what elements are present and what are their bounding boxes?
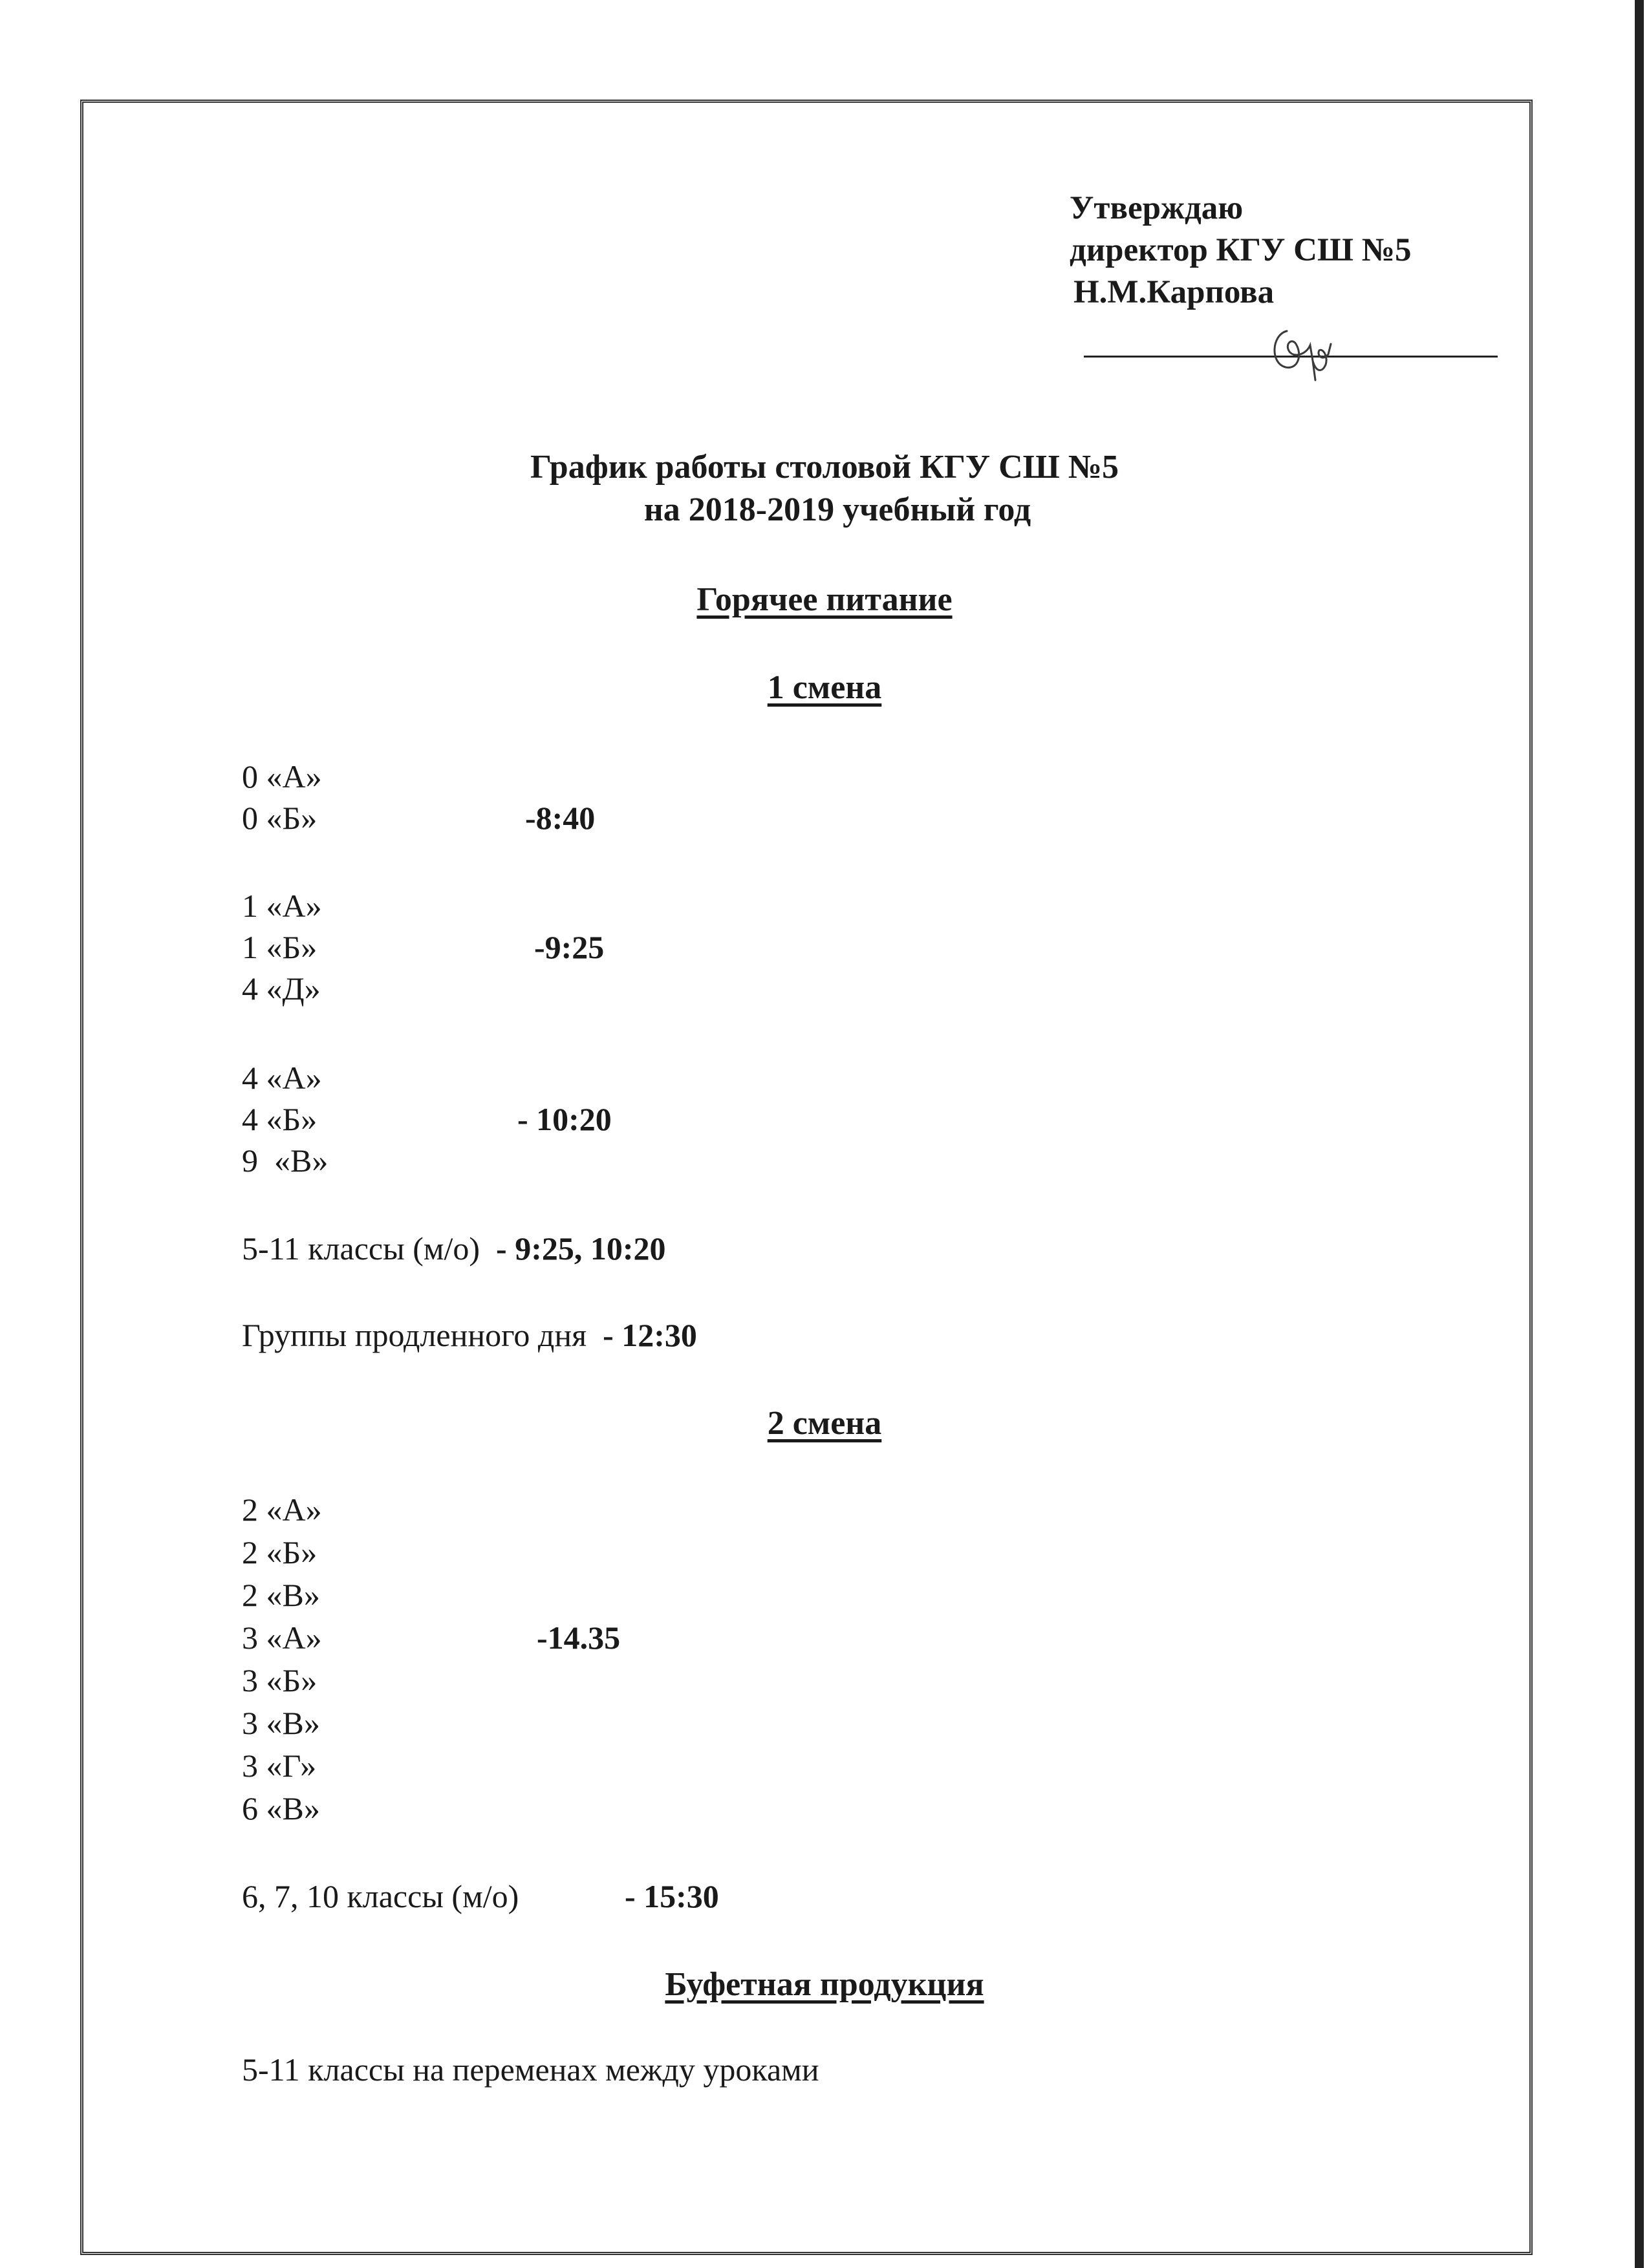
- buffet-heading: Буфетная продукция: [665, 1966, 984, 2003]
- approval-position: директор КГУ СШ №5: [1070, 232, 1412, 268]
- shift1-heading: 1 смена: [767, 669, 882, 706]
- class-item: 1 «А»: [242, 888, 322, 924]
- mo-label: 5-11 классы (м/о): [242, 1230, 497, 1267]
- meal-time: -9:25: [534, 929, 605, 965]
- approval-block: [1070, 187, 1412, 314]
- scan-edge: [1635, 0, 1644, 2268]
- class-item: 9 «В»: [242, 1142, 329, 1179]
- signature-icon: [1261, 309, 1339, 387]
- class-item: 3 «В»: [242, 1705, 320, 1741]
- class-item: 3 «А»: [242, 1620, 322, 1656]
- hot-meals-heading: Горячее питание: [696, 581, 953, 618]
- class-item: 3 «Б»: [242, 1662, 318, 1698]
- class-item: 2 «В»: [242, 1577, 320, 1613]
- approval-name: Н.М.Карпова: [1073, 274, 1275, 310]
- class-item: 2 «Б»: [242, 1534, 318, 1570]
- buffet-text: 5-11 классы на переменах между уроками: [242, 2051, 819, 2088]
- gpd-line: [242, 1316, 697, 1354]
- gpd-label: Группы продленного дня: [242, 1317, 603, 1353]
- mo-line: [242, 1230, 666, 1267]
- meal-time: -8:40: [525, 800, 596, 836]
- mo2-time: - 15:30: [625, 1878, 719, 1914]
- shift2-heading: 2 смена: [767, 1405, 882, 1442]
- meal-time: -14.35: [537, 1620, 621, 1656]
- document-title: [0, 446, 1649, 531]
- gpd-time: - 12:30: [603, 1317, 697, 1353]
- class-item: 1 «Б»: [242, 929, 318, 965]
- class-item: 4 «Б»: [242, 1101, 318, 1137]
- class-item: 0 «А»: [242, 758, 322, 795]
- class-item: 0 «Б»: [242, 800, 318, 836]
- approval-title: Утверждаю: [1070, 190, 1244, 226]
- mo-time: - 9:25, 10:20: [496, 1230, 666, 1267]
- title-line-1: График работы столовой КГУ СШ №5: [530, 449, 1119, 486]
- class-item: 6 «В»: [242, 1790, 320, 1826]
- class-item: 2 «А»: [242, 1492, 322, 1528]
- class-item: 4 «А»: [242, 1060, 322, 1096]
- meal-time: - 10:20: [517, 1101, 612, 1137]
- class-item: 3 «Г»: [242, 1748, 317, 1784]
- class-item: 4 «Д»: [242, 970, 321, 1007]
- title-line-2: на 2018-2019 учебный год: [643, 491, 1031, 528]
- mo2-label: 6, 7, 10 классы (м/о): [242, 1878, 519, 1914]
